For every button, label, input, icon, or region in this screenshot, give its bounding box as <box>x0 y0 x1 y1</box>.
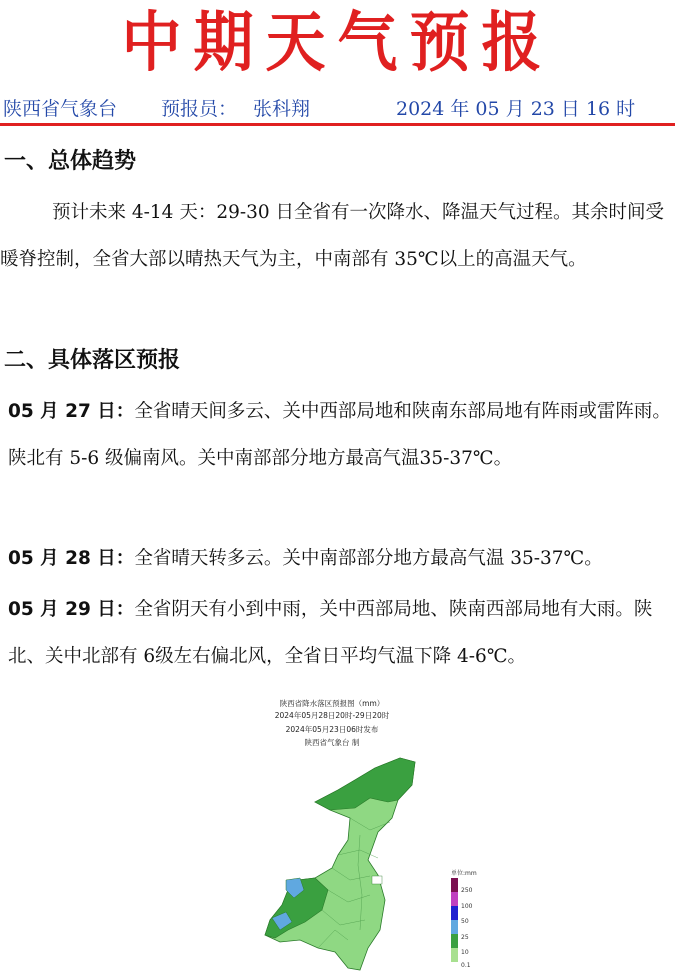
legend-label: 25 <box>461 934 469 941</box>
forecast-text: 全省阴天有小到中雨，关中西部局地、陕南西部局地有大雨。陕北、关中北部有 6级左右偏北风，全省日平均气温下降 4-6℃。 <box>8 599 653 667</box>
map-legend <box>445 868 485 968</box>
legend-label: 50 <box>461 918 469 925</box>
legend-swatch <box>451 906 458 920</box>
forecast-day-3 <box>8 586 674 680</box>
header-rule <box>0 123 675 126</box>
legend-label: 10 <box>461 949 469 956</box>
document-title: 中期天气预报 <box>121 5 554 81</box>
legend-swatch <box>451 934 458 948</box>
legend-swatch <box>451 892 458 906</box>
legend-label: 100 <box>461 903 473 910</box>
trend-paragraph: 预计未来 4-14 天：29-30 日全省有一次降水、降温天气过程。其余时间受暖脊控制，全省大部以晴热天气为主，中南部有 35℃以上的高温天气。 <box>0 202 665 270</box>
forecaster-label: 预报员： <box>161 98 238 120</box>
map-title-line: 陕西省气象台 制 <box>304 738 360 747</box>
legend-swatch <box>451 920 458 934</box>
legend-swatch <box>451 878 458 892</box>
forecast-date: 05 月 28 日： <box>8 548 135 569</box>
legend-label: 0.1 <box>461 962 471 969</box>
legend-swatch <box>451 948 458 962</box>
forecast-day-2 <box>8 535 674 582</box>
forecast-text: 全省晴天转多云。关中南部部分地方最高气温 35-37℃。 <box>134 548 603 569</box>
map-title-line: 陕西省降水落区预报图（mm） <box>279 699 385 708</box>
issue-time: 2024 年 05 月 23 日 16 时 <box>396 98 636 120</box>
map-title-line: 2024年05月28日20时-29日20时 <box>274 711 390 720</box>
issue-info-line <box>3 96 675 122</box>
forecaster-name: 张科翔 <box>253 98 311 120</box>
forecast-date: 05 月 27 日： <box>8 401 135 422</box>
map-title-line: 2024年05月23日06时发布 <box>285 725 379 734</box>
legend-label: 250 <box>461 887 473 894</box>
agency-name: 陕西省气象台 <box>3 98 118 120</box>
dry-spot <box>372 876 382 884</box>
section-heading-areas: 二、具体落区预报 <box>4 348 181 373</box>
section-heading-trend: 一、总体趋势 <box>4 149 137 174</box>
forecast-date: 05 月 29 日： <box>8 599 135 620</box>
forecast-text: 全省晴天间多云、关中西部局地和陕南东部局地有阵雨或雷阵雨。陕北有 5-6 级偏南风。关中南部部分地方最高气温35-37℃。 <box>8 401 671 469</box>
legend-unit: 单位:mm <box>451 870 477 877</box>
forecast-day-1 <box>8 388 674 482</box>
